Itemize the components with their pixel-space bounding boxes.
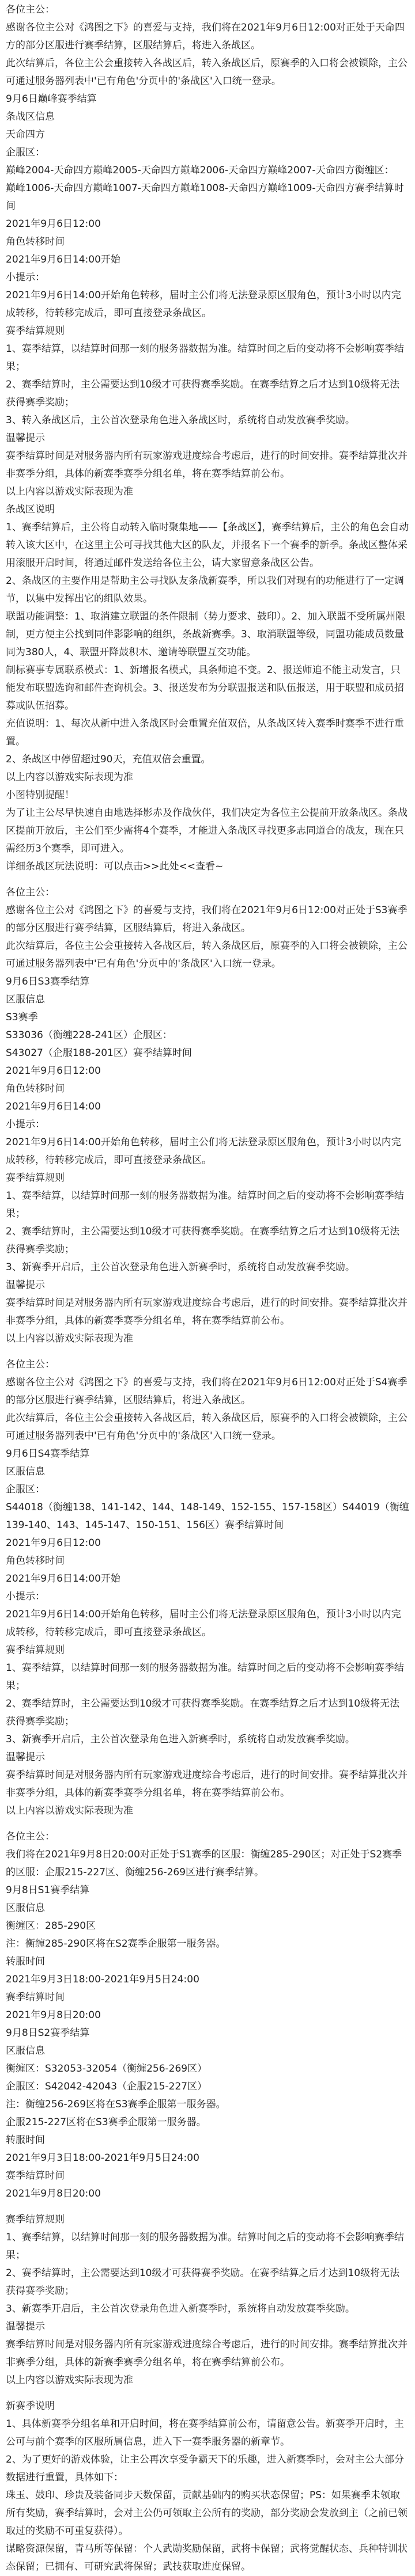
announcement-line: 赛季结算规则 — [6, 2214, 65, 2225]
announcement-line: 巅峰1006-天命四方巅峰1007-天命四方巅峰1008-天命四方巅峰1009-天命四方赛季结算时间 — [6, 183, 404, 212]
announcement-line: 2021年9月6日14:00开始角色转移，届时主公们将无法登录原区服角色，预计3小时以内完成转移，待转移完成后，即可直接登录条战区。 — [6, 1609, 401, 1638]
announcement-line: 小提示： — [6, 272, 45, 283]
announcement-line: 此次结算后，各位主公会重接转入各战区后，转入条战区后，原赛季的入口将会被锁除，主公可通过服务器列表中'已有角色'分页中的'条战区'入口统一登录。 — [6, 1412, 408, 1442]
announcement-line: 小提示： — [6, 1119, 45, 1130]
announcement-line: 2、赛季结算时，主公需要达到10级才可获得赛季奖励。在赛季结算之后才达到10级将无法获得赛季奖励； — [6, 379, 400, 408]
announcement-line: 2021年9月6日14:00 — [6, 1101, 101, 1112]
announcement-line: 为了让主公尽早快速自由地选择影赤及作战伙伴，我们决定为各位主公提前开放条战区。条战区提前开放后，主公们至少需将4个赛季，才能进入条战区寻找更多志同道合的战友，现在只需经历3个赛季，即可进入。 — [6, 807, 408, 854]
announcement-line: 注：衡缠256-269区将在S3赛季企服第一服务器。 — [6, 2099, 226, 2110]
announcement-line: 9月6日S4赛季结算 — [6, 1448, 90, 1460]
announcement-line: 1、赛季结算，以结算时间那一刻的服务器数据为准。结算时间之后的变动将不会影响赛季结果； — [6, 2232, 404, 2261]
announcement-line: 区服信息 — [6, 2045, 45, 2057]
announcement-line: 天命四方 — [6, 129, 45, 140]
announcement-line: 角色转移时间 — [6, 1083, 65, 1095]
announcement-line: 区服信息 — [6, 1902, 45, 1914]
announcement-line: 此次结算后，各位主公会重接转入各战区后，转入条战区后，原赛季的入口将会被锁除，主公可通过服务器列表中'已有角色'分页中的'条战区'入口统一登录。 — [6, 58, 408, 87]
announcement-line: 2021年9月3日18:00-2021年9月5日24:00 — [6, 1974, 199, 1985]
announcement-line: 2021年9月6日12:00 — [6, 218, 101, 230]
announcement-line: 赛季结算规则 — [6, 325, 65, 337]
announcement-line: 9月8日S2赛季结算 — [6, 2027, 90, 2039]
announcement-line: 各位主公： — [6, 887, 55, 898]
announcement-line: 赛季结算时间是对服务器内所有玩家游戏进度综合考虑后，进行的时间安排。赛季结算批次并非赛季分组，具体的新赛季赛季分组名单，将在赛季结算前公布。 — [6, 1297, 408, 1327]
announcement-line: 角色转移时间 — [6, 236, 65, 248]
announcement-line: 以上内容以游戏实际表现为准 — [6, 1333, 133, 1344]
announcement-line: 巅峰2004-天命四方巅峰2005-天命四方巅峰2006-天命四方巅峰2007-天命四方衡缠区： — [6, 165, 394, 176]
announcement-line: 9月6日巅峰赛季结算 — [6, 93, 97, 105]
announcement-line: 各位主公： — [6, 1831, 55, 1842]
announcement-line: 温馨提示 — [6, 1751, 45, 1763]
announcement-line: 2、条战区中停留超过90天，充值双倍会重置。 — [6, 754, 211, 765]
announcement-line: 企服区： — [6, 1484, 45, 1495]
announcement-line: 温馨提示 — [6, 2321, 45, 2332]
announcement-line: 新赛季说明 — [6, 2400, 55, 2412]
announcement-line: 以上内容以游戏实际表现为准 — [6, 486, 133, 497]
announcement-line: 2021年9月6日14:00开始 — [6, 254, 120, 265]
announcement-line: 小图特别提醒！ — [6, 789, 74, 801]
announcement-line: 1、具体新赛季分组名单和开启时间，将在赛季结算前公布，请留意公告。新赛季开启时，主公可与前个赛季的区服所属信息，进入下一赛季服务器的新章节。 — [6, 2418, 404, 2448]
announcement-line: 9月6日S3赛季结算 — [6, 976, 90, 987]
announcement-line: 温馨提示 — [6, 1279, 45, 1291]
announcement-line: 转服时间 — [6, 1956, 45, 1967]
announcement-line: S44018（衡缠138、141-142、144、148-149、152-155、157-158区）S44019（衡缠139-140、143、145-147、150-151、156区）赛季结算时间 — [6, 1502, 409, 1531]
announcement-line: 赛季结算规则 — [6, 1172, 65, 1184]
announcement-line: 此次结算后，各位主公会重接转入各战区后，转入条战区后，原赛季的入口将会被锁除，主公可通过服务器列表中'已有角色'分页中的'条战区'入口统一登录。 — [6, 940, 408, 970]
announcement-line: 珠玉、鼓印、珍贵及装备同步天数保留，贡献基础内的购买状态保留；PS：如果赛季未领取所有奖励，赛季结算时，会对主公仍可领取主公所有的奖励，部分奖励会发放到主（之前已领取过的奖励不可重复获得）。 — [6, 2490, 408, 2537]
announcement-line: 赛季结算时间是对服务器内所有玩家游戏进度综合考虑后，进行的时间安排。赛季结算批次并非赛季分组，具体的新赛季赛季分组名单，将在赛季结算前公布。 — [6, 1769, 408, 1799]
announcement-line: 2021年9月6日12:00 — [6, 1065, 101, 1077]
announcement-line: 我们将在2021年9月8日20:00对正处于S1赛季的区服：衡缠285-290区；对正处于S2赛季的区服：企服215-227区、衡缠256-269区进行赛季结算。 — [6, 1849, 402, 1878]
announcement-line: 注：衡缠285-290区将在S2赛季企服第一服务器。 — [6, 1938, 226, 1950]
announcement-line: 2、为了更好的游戏体验，让主公再次享受争霸天下的乐趣，进入新赛季时，会对主公大部分数据进行重置，具体如下： — [6, 2454, 404, 2483]
announcement-line: 企服区：S42042-42043（企服215-227区） — [6, 2081, 207, 2092]
announcement-line: 谋略资源保留，青马所等保留：个人武勋奖励保留，武将卡保留；武将觉醒状态、兵种特训状态保留；已拥有、可研究武将保留；武技获取进度保留。 — [6, 2543, 408, 2573]
announcement-line: 区服信息 — [6, 994, 45, 1005]
announcement-line: 2、赛季结算时，主公需要达到10级才可获得赛季奖励。在赛季结算之后才达到10级将无法获得赛季奖励； — [6, 1698, 400, 1727]
announcement-line: 3、转入条战区后，主公首次登录角色进入条战区时，系统将自动发放赛季奖励。 — [6, 415, 355, 426]
announcement-line: 以上内容以游戏实际表现为准 — [6, 2374, 133, 2386]
announcement-line: 感谢各位主公对《鸿图之下》的喜爱与支持，我们将在2021年9月6日12:00对正处于S3赛季的部分区服进行赛季结算，区服结算后，将进入条战区。 — [6, 905, 408, 934]
announcement-line: 2021年9月6日12:00 — [6, 1537, 101, 1549]
announcement-line: 2021年9月6日14:00开始 — [6, 1573, 120, 1585]
announcement-line: 各位主公： — [6, 4, 55, 16]
announcement-line: 衡缠区：S32053-32054（衡缠256-269区） — [6, 2063, 207, 2075]
announcement-line: S3赛季 — [6, 1012, 38, 1023]
announcement-line: 1、赛季结算，以结算时间那一刻的服务器数据为准。结算时间之后的变动将不会影响赛季结果； — [6, 1662, 404, 1692]
announcement-line: 赛季结算时间是对服务器内所有玩家游戏进度综合考虑后，进行的时间安排。赛季结算批次并非赛季分组，具体的新赛季赛季分组名单，将在赛季结算前公布。 — [6, 450, 408, 480]
announcement-line: 3、新赛季开启后，主公首次登录角色进入新赛季时，系统将自动发放赛季奖励。 — [6, 1262, 355, 1273]
announcement-line: 2、条战区的主要作用是帮助主公寻找队友条战新赛季，所以我们对现有的功能进行了一定调节，以集中发挥出它的组队效果。 — [6, 575, 404, 605]
announcement-line: 详细条战区玩法说明：可以点击>>此处<<查看~ — [6, 861, 224, 872]
announcement-line: 赛季结算时间 — [6, 2170, 65, 2182]
announcement-line: 2、赛季结算时，主公需要达到10级才可获得赛季奖励。在赛季结算之后才达到10级将无法获得赛季奖励； — [6, 1226, 400, 1255]
announcement-line: 充值说明：1、每次从新中进入条战区时会重置充值双倍，从条战区转入赛季时赛季不进行重置。 — [6, 718, 404, 747]
announcement-line: 2、赛季结算时，主公需要达到10级才可获得赛季奖励。在赛季结算之后才达到10级将无法获得赛季奖励； — [6, 2267, 400, 2297]
announcement-line: 各位主公： — [6, 1359, 55, 1370]
announcement-line: 衡缠区：285-290区 — [6, 1920, 96, 1932]
announcement-line: 1、赛季结算，以结算时间那一刻的服务器数据为准。结算时间之后的变动将不会影响赛季结果； — [6, 1190, 404, 1219]
announcement-line: 制标赛事专属联系模式：1、新增报名模式，具条师追不变。2、报送师追不能主动发言，只能发布联盟选询和邮件查询机会。3、报送发布为分联盟报送和队伍报送，用于联盟和成员招募或队伍招募。 — [6, 664, 404, 712]
announcement-line: 赛季结算时间 — [6, 1992, 65, 2003]
announcement-line: 1、赛季结算，以结算时间那一刻的服务器数据为准。结算时间之后的变动将不会影响赛季结果； — [6, 343, 404, 373]
announcement-line: 赛季结算规则 — [6, 1644, 65, 1656]
announcement-line: 赛季结算时间是对服务器内所有玩家游戏进度综合考虑后，进行的时间安排。赛季结算批次并非赛季分组，具体的新赛季赛季分组名单，将在赛季结算前公布。 — [6, 2339, 408, 2368]
announcement-line: 感谢各位主公对《鸿图之下》的喜爱与支持，我们将在2021年9月6日12:00对正处于S4赛季的部分区服进行赛季结算，区服结算后，将进入条战区。 — [6, 1377, 408, 1406]
announcement-line: S33036（衡缠228-241区）企服区： — [6, 1029, 172, 1041]
announcement-line: 企服区： — [6, 147, 45, 158]
announcement-line: 温馨提示 — [6, 432, 45, 444]
announcement-line: 2021年9月8日20:00 — [6, 2009, 101, 2021]
announcement-line: 2021年9月3日18:00-2021年9月5日24:00 — [6, 2152, 199, 2164]
announcement-line: 角色转移时间 — [6, 1555, 65, 1567]
announcement-line: 3、新赛季开启后，主公首次登录角色进入新赛季时，系统将自动发放赛季奖励。 — [6, 2303, 355, 2315]
announcement-line: S43027（企服188-201区）赛季结算时间 — [6, 1047, 192, 1059]
announcement-line: 2021年9月6日14:00开始角色转移，届时主公们将无法登录原区服角色，预计3小时以内完成转移，待转移完成后，即可直接登录条战区。 — [6, 290, 401, 319]
announcement-line: 企服215-227区将在S3赛季企服第一服务器。 — [6, 2117, 206, 2128]
announcement-line: 条战区信息 — [6, 111, 55, 123]
announcement-line: 1、赛季结算后，主公将自动转入临时聚集地——【条战区】，赛季结算后，主公的角色会自动转入该大区中，在这里主公可寻找其他大区的队友，并报名下一个赛季的新季。条战区整体采用滚服开启时间，将通过邮件发送给各位主公，请大家留意条战区公告。 — [6, 522, 409, 569]
announcement-line: 2021年9月8日20:00 — [6, 2188, 101, 2199]
announcement-line: 感谢各位主公对《鸿图之下》的喜爱与支持，我们将在2021年9月6日12:00对正处于天命四方的部分区服进行赛季结算，区服结算后，将进入条战区。 — [6, 22, 405, 51]
announcement-line: 区服信息 — [6, 1466, 45, 1477]
announcement-line: 转服时间 — [6, 2134, 45, 2146]
announcement-line: 9月8日S1赛季结算 — [6, 1884, 90, 1896]
announcement-line: 2021年9月6日14:00开始角色转移，届时主公们将无法登录原区服角色，预计3小时以内完成转移，待转移完成后，即可直接登录条战区。 — [6, 1137, 401, 1166]
announcement-line: 联盟功能调整：1、取消建立联盟的条件限制（势力要求、鼓印）。2、加入联盟不受所属州限制，更方便主公找到同伴影影响的组织，条战新赛季。3、取消联盟等级，同盟功能成员数量同为380人，4、联盟开降鼓积木、邀请等联盟互交功能。 — [6, 611, 406, 658]
announcement-line: 小提示： — [6, 1591, 45, 1602]
announcement-line: 条战区说明 — [6, 504, 55, 515]
announcement-line: 以上内容以游戏实际表现为准 — [6, 772, 133, 783]
announcement-line: 以上内容以游戏实际表现为准 — [6, 1805, 133, 1817]
announcement-line: 3、新赛季开启后，主公首次登录角色进入新赛季时，系统将自动发放赛季奖励。 — [6, 1734, 355, 1745]
